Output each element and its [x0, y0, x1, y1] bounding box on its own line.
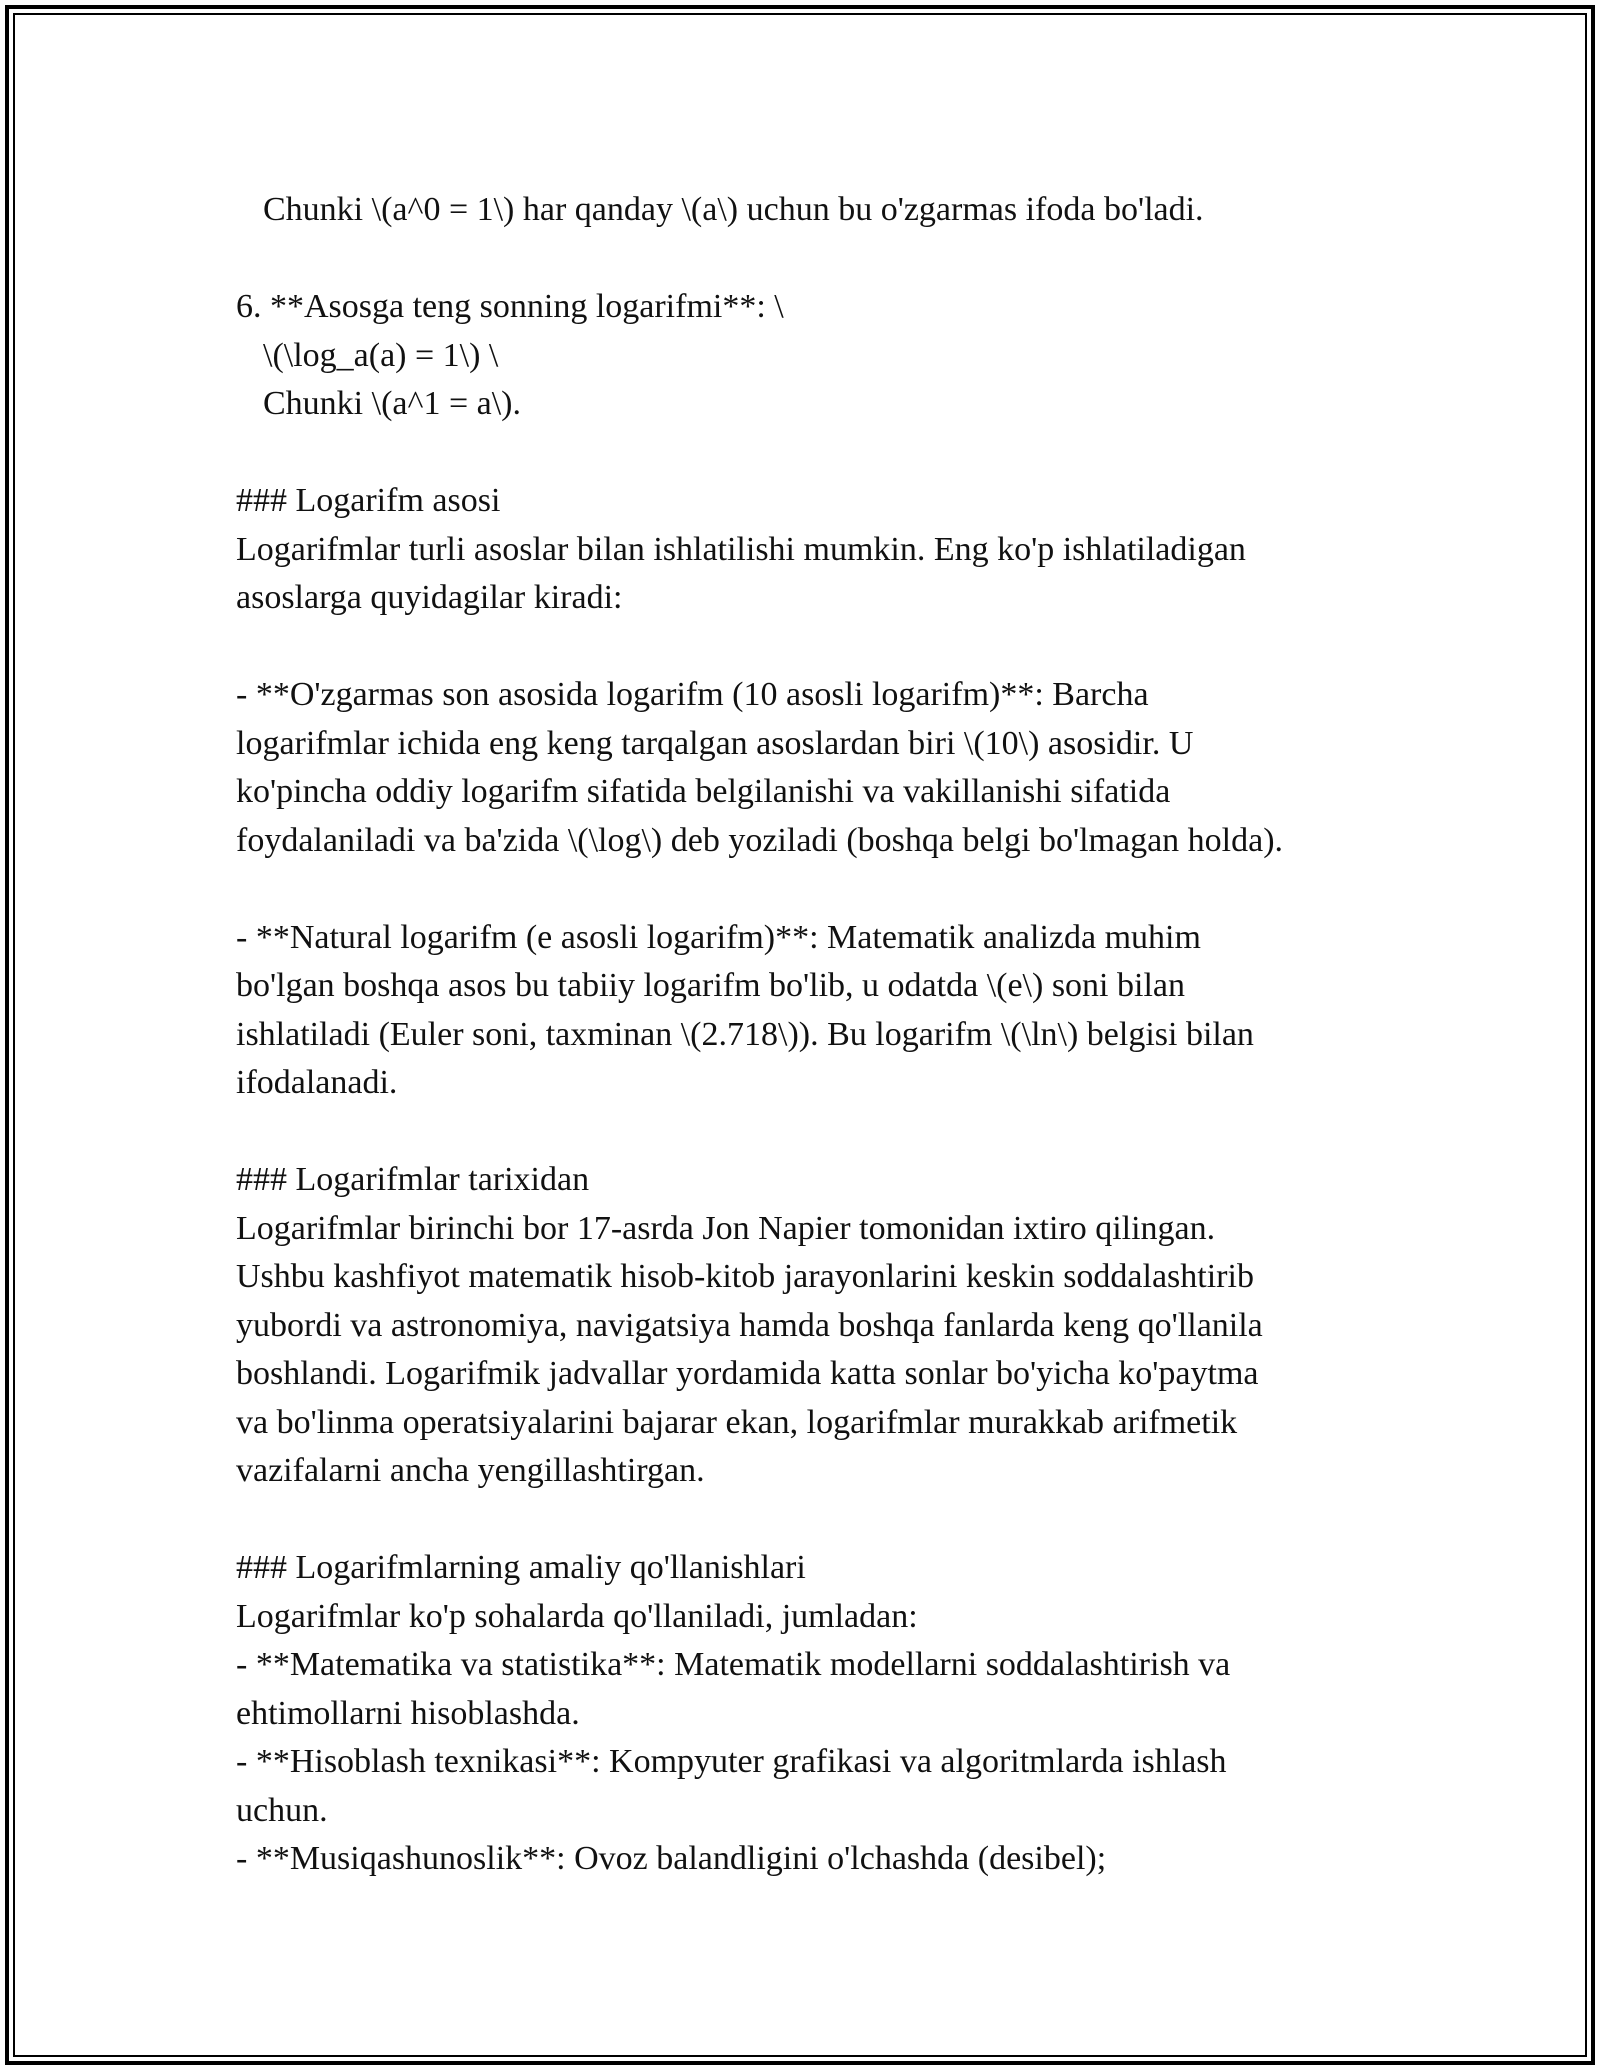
- list-item-heading: 6. **Asosga teng sonning logarifmi**: \: [236, 288, 784, 325]
- text-line: yubordi va astronomiya, navigatsiya hamda boshqa fanlarda keng qo'llanila: [236, 1306, 1263, 1344]
- text-line: Logarifmlar birinchi bor 17-asrda Jon Napier tomonidan ixtiro qilingan.: [236, 1209, 1216, 1247]
- text-line: uchun.: [236, 1791, 328, 1829]
- text-line: ifodalanadi.: [236, 1064, 398, 1101]
- text-line: foydalaniladi va ba'zida \(\log\) deb yoziladi (boshqa belgi bo'lmagan holda).: [236, 821, 1284, 859]
- paragraph-gap: [236, 1496, 1376, 1545]
- text-line: ehtimollarni hisoblashda.: [236, 1694, 580, 1732]
- text-line: Logarifmlar turli asoslar bilan ishlatilishi mumkin. Eng ko'p ishlatiladigan: [236, 530, 1246, 568]
- bullet-item: - **Matematika va statistika**: Matematik modellarni soddalashtirish va: [236, 1646, 1231, 1683]
- text-line: Chunki \(a^0 = 1\) har qanday \(a\) uchun bu o'zgarmas ifoda bo'ladi.: [263, 191, 1204, 228]
- section-heading: ### Logarifmlarning amaliy qo'llanishlari: [236, 1549, 806, 1586]
- formula-line: \(\log_a(a) = 1\) \: [263, 336, 499, 374]
- paragraph-gap: [236, 429, 1376, 478]
- text-line: logarifmlar ichida eng keng tarqalgan asoslardan biri \(10\) asosidir. U: [236, 724, 1194, 762]
- paragraph-gap: [236, 865, 1376, 914]
- section-heading: ### Logarifm asosi: [236, 482, 501, 519]
- bullet-item: - **O'zgarmas son asosida logarifm (10 asosli logarifm)**: Barcha: [236, 676, 1149, 713]
- bullet-item: - **Natural logarifm (e asosli logarifm)**: Matematik analizda muhim: [236, 918, 1201, 956]
- text-line: Chunki \(a^1 = a\).: [263, 385, 521, 422]
- text-line: Ushbu kashfiyot matematik hisob-kitob jarayonlarini keskin soddalashtirib: [236, 1258, 1254, 1295]
- bullet-item: - **Hisoblash texnikasi**: Kompyuter grafikasi va algoritmlarda ishlash: [236, 1743, 1227, 1780]
- text-line: bo'lgan boshqa asos bu tabiiy logarifm bo'lib, u odatda \(e\) soni bilan: [236, 967, 1185, 1004]
- text-line: ko'pincha oddiy logarifm sifatida belgilanishi va vakillanishi sifatida: [236, 773, 1171, 810]
- paragraph-gap: [236, 623, 1376, 672]
- bullet-item: - **Musiqashunoslik**: Ovoz balandligini o'lchashda (desibel);: [236, 1840, 1107, 1877]
- paragraph-gap: [236, 1108, 1376, 1157]
- text-line: va bo'linma operatsiyalarini bajarar ekan, logarifmlar murakkab arifmetik: [236, 1403, 1238, 1441]
- text-line: vazifalarni ancha yengillashtirgan.: [236, 1452, 705, 1489]
- document-body: [236, 186, 1376, 1884]
- text-line: ishlatiladi (Euler soni, taxminan \(2.718\)). Bu logarifm \(\ln\) belgisi bilan: [236, 1015, 1254, 1053]
- text-line: boshlandi. Logarifmik jadvallar yordamida katta sonlar bo'yicha ko'paytma: [236, 1355, 1259, 1392]
- text-line: Logarifmlar ko'p sohalarda qo'llaniladi, jumladan:: [236, 1597, 918, 1635]
- text-line: asoslarga quyidagilar kiradi:: [236, 579, 623, 616]
- paragraph-gap: [236, 235, 1376, 284]
- section-heading: ### Logarifmlar tarixidan: [236, 1161, 590, 1198]
